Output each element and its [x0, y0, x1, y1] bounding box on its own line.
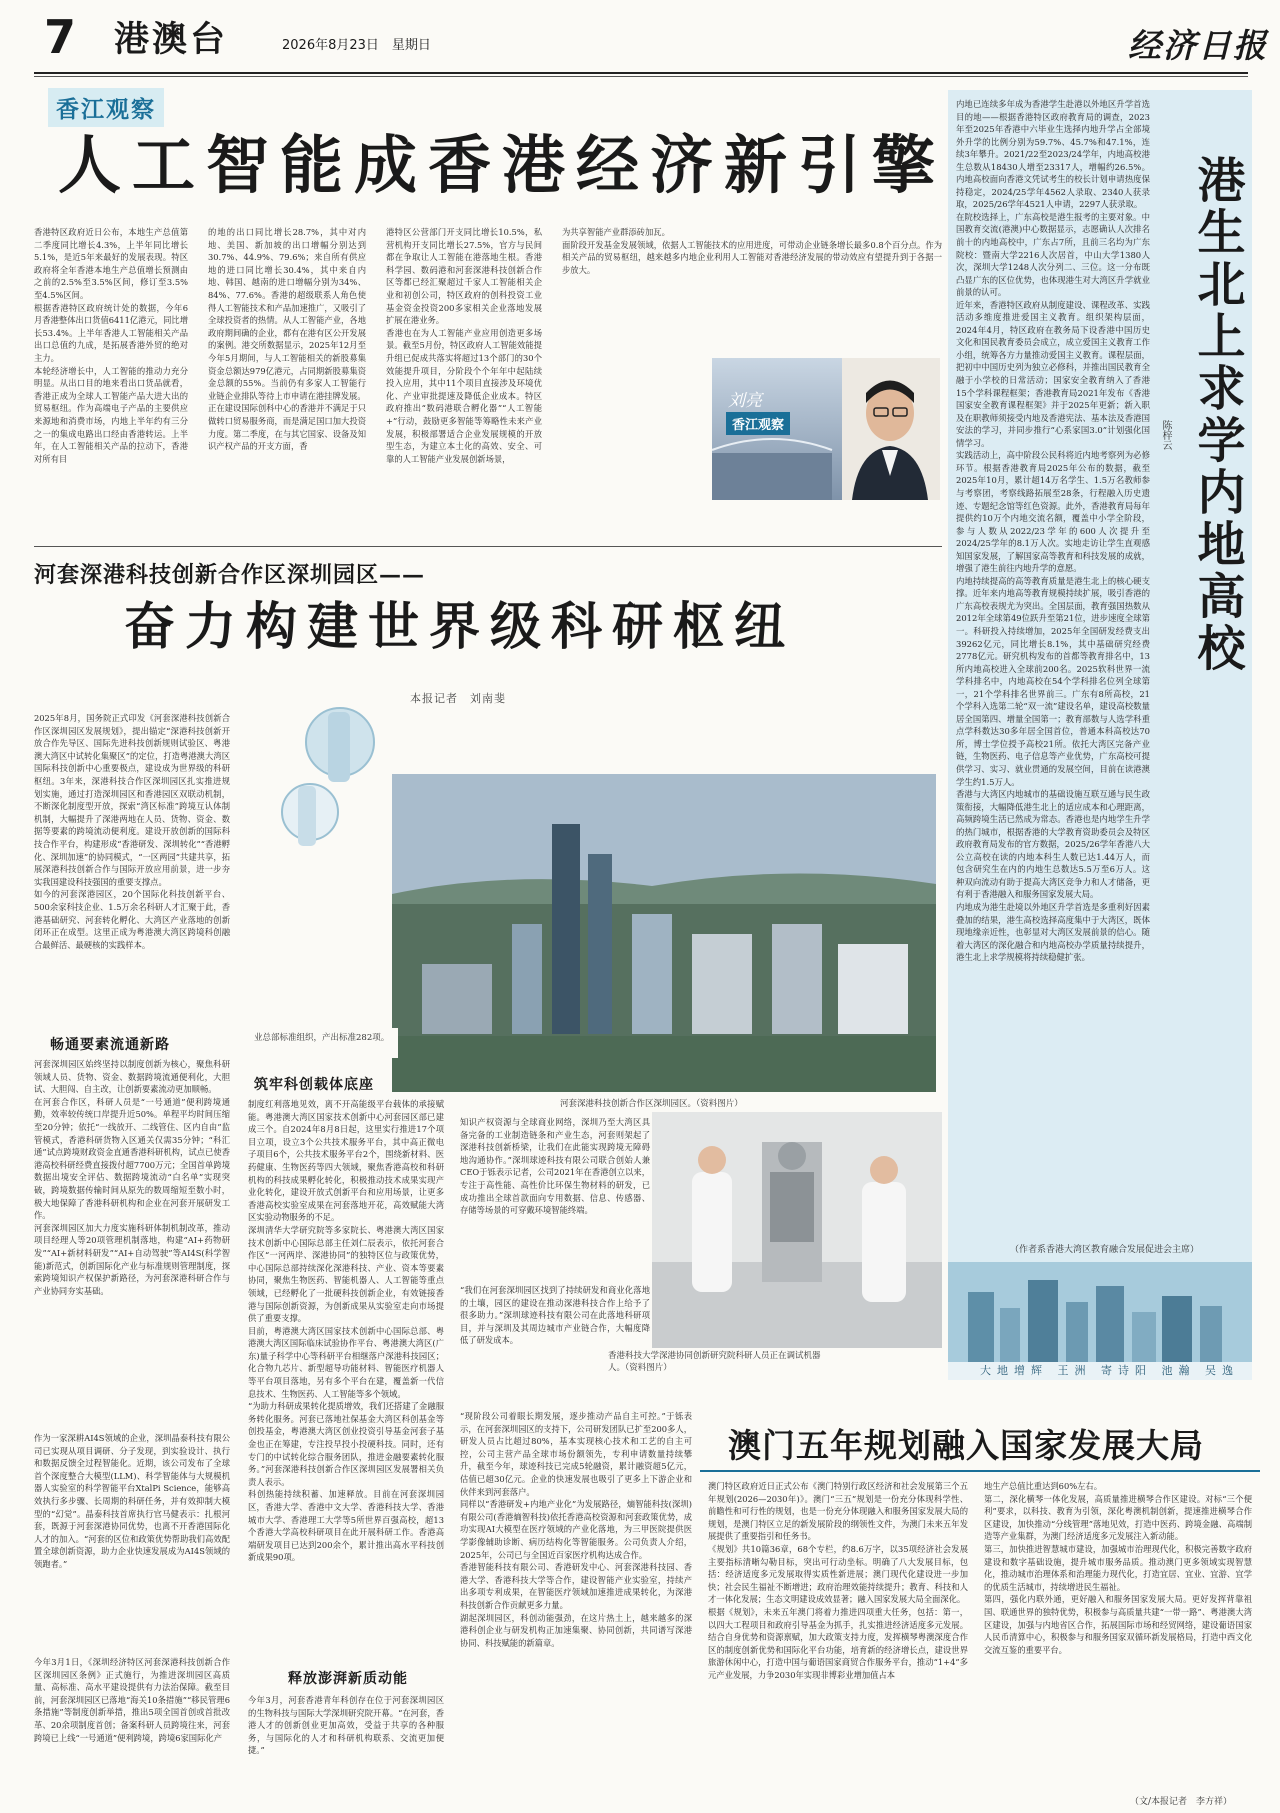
city-photo-art: [392, 774, 936, 1092]
headline-macau-plan: 澳门五年规划融入国家发展大局: [728, 1426, 1204, 1465]
story2-col3c: “现阶段公司着眼长期发展，逐步推动产品自主可控。”于铄表示，在河套深圳园区的支持下，公司研发团队已扩至200多人，研发人员占比超过80%，基本实现核心技术和工艺的自主可控，公司主营产品全球市场份额领先，专利申请数量持续攀升，截至今年，球迹科技已完成5轮融资，累计融资超5亿元，估值已超30亿元。企业的快速发展也吸引了更多上下游企业和伙伴来到河套落户。 同样以“香港研发+内地产业化”为发展路径，熵智能科技(深圳)有限公司(香港熵智科技)依托香港高校资源和河套政策优势，成功实现AI大模型在医疗领域的产业化落地，为三甲医院提供医学影像辅助诊断、病历结构化等智能服务。公司负责人介绍，2025年，公司已与全国近百家医疗机构达成合作。 香港智能科技有限公司、香港研发中心、河套深港科技园、香港大学、香港科技大学等合作，建设智能产业实验室，持续产出多项专利成果，在智能医疗领域加速推进成果转化，为深港科技创新合作贡献更多力量。 湖起深圳园区，科创动能强劲，在这片热土上，越来越多的深港科创企业与研发机构正加速集聚、协同创新，共同谱写深港协同、科技赋能的新篇章。: [460, 1411, 692, 1648]
story3-col2: 地生产总值比重达到60%左右。 第二，深化横琴一体化发展，高质量推进横琴合作区建设。对标“三个便利”要求，以科技、教育为引领，深化粤澳机制创新，提速推进横琴合作区建设，加快推动“分线管理”落地见效，打造中医药、跨境金融、高端制造等产业集群，为澳门经济适度多元发展注入新动能。 第三，加快推进智慧城市建设，加强城市治理现代化，积极完善数字政府建设和数字基础设施，提升城市服务品质。推动澳门更多领域实现智慧化，推动城市治理体系和治理能力现代化，打造宜居、宜业、宜游、宜学的优质生活城市，持续增进民生福祉。 第四，强化内联外通，更好融入和服务国家发展大局。更好发挥背靠祖国、联通世界的独特优势，积极参与高质量共建“一带一路”、粤港澳大湾区建设，加强与内地省区合作，拓展国际市场和经贸网络，建设葡语国家人民币清算中心，积极参与和服务国家双循环新发展格局，打造中西文化交流互鉴的重要平台。: [984, 1481, 1252, 1655]
macau-rule: [700, 1470, 1260, 1472]
main-photo-caption: 河套深港科技创新合作区深圳园区。（资料图片）: [560, 1099, 743, 1109]
story2-kicker: 河套深港科技创新合作区深圳园区——: [34, 562, 426, 588]
page-number: 7: [44, 10, 77, 64]
photo-cap-standards: 业总部标准组织，产出标准282项。: [254, 1033, 390, 1043]
paper-logo: 经济日报: [1128, 26, 1268, 65]
sidebar-banner: [948, 1262, 1252, 1380]
columnist-badge: 香江观察: [726, 412, 790, 435]
story2-col1c: 作为一家深耕AI4S领域的企业，深圳晶泰科技有限公司已实现从项目调研、分子发现，到实验设计、执行和数据反馈全过程智能化。近期，该公司发布了全球首个深度整合大模型(LLM)、科学智能体与大规模机器人实验室的科学智能平台XtalPi Science，能够高效执行多步骤、长周期的科研任务，并有效抑制大模型的“幻觉”。晶泰科技首席执行官马健表示：扎根河套，既源于河套深港协同优势，也离不开香港国际化人才的加入。“河套的区位和政策优势帮助我们高效配置全球创新资源，助力企业快速发展成为AI4S领域的领跑者。”: [34, 1433, 230, 1569]
subhead-platform: 筑牢科创载体底座: [254, 1077, 374, 1093]
story-divider: [34, 546, 942, 547]
story1-col3: 港特区公营部门开支同比增长10.5%，私营机构开支同比增长27.5%，官方与民间都在争取让人工智能在港落地生根。香港科学园、数码港和河套深港科技创新合作区等都已经汇聚超过千家人工智能相关企业和初创公司，特区政府的创科投资工业基金资金投资200多家相关企业落地发展扩展在港业务。 香港也在为人工智能产业应用创造更多场景。截至5月份，特区政府人工智能效能提升组已促成共落实将超过13个部门的30个效能提升项目，分阶段个个年年中起陆续投入应用，其中11个项目直接涉及环境优化、产业审批提速及降低企业成本。特区政府推出“数码港联合孵化器”“人工智能+”行动，鼓励更多智能等筹略性未来产业发展，积极部署适合企业发展规模的开放型生态，为建立本土化的高效、安全、可靠的人工智能产业发展创新场景，: [386, 227, 542, 464]
story2-col3a: 知识产权资源与全球商业网络，深圳乃至大湾区具备完备的工业制造链条和产业生态，河套则架起了深港科技创新桥梁，让我们在此能实现跨境无障碍地沟通协作。”深圳球迹科技有限公司联合创始人兼CEO于铄表示记者，公司2021年在香港创立以来，专注于高性能、高性价比环保生物材料的研发，已成功推出全球首款面向专用数据、信息、传感器、存储等场景的可穿戴环境智能终端。: [460, 1117, 650, 1216]
columnist-photo: [712, 358, 940, 500]
headline-research-hub: 奋力构建世界级科研枢纽: [124, 597, 796, 657]
subhead-new-momentum: 释放澎湃新质动能: [288, 1671, 408, 1687]
story2-col1d: 今年3月1日，《深圳经济特区河套深港科技创新合作区深圳园区条例》正式施行，为推进深圳园区高质量、高标准、高水平建设提供有力法治保障。截至目前，河套深圳园区已落地“海关10条措施”“移民管理6条措施”等制度创新举措，推出5项全国首创或首批改革、20余项制度首创；备案科研人员跨境往来，河套跨境已上线“一号通道”便利跨境，跨境6家国际化产: [34, 1657, 230, 1743]
story1-col1: 香港特区政府近日公布，本地生产总值第二季度同比增长4.3%，上半年同比增长5.1%，是近5年来最好的发展表现。特区政府将全年香港本地生产总值增长预测由之前的2.5%至3.5%区间，修订至3.5%至4.5%区间。 根据香港特区政府统计处的数据，今年6月香港整体出口货值6411亿港元，同比增长53.4%。上半年香港人工智能相关产品出口总值约九成，是拓展香港外贸的绝对主力。 本轮经济增长中，人工智能的推动力充分明显。从出口目的地来看出口货品就看，香港正成为全球人工智能产品大进大出的贸易枢纽。作为高端电子产品的主要供应来源地和消费市场，内地上半年约有三分之一的集成电路出口经由香港转运。上半年，在人工智能相关产品的拉动下，香港对所有目: [34, 227, 188, 464]
lab-photo: [652, 1112, 942, 1348]
story2-col2a: 制度红利落地见效，离不开高能级平台载体的承接赋能。粤港澳大湾区国家技术创新中心河套园区部已建成三个。自2024年8月8日起，这里实行推进17个项目立项，设立3个公共技术服务平台，其中高正微电子项目6个，公共技术服务平台2个，围绕新材料、医药健康、生物医药等四大领域，聚焦香港高校和科研机构的科技成果孵化转化，积极推动技术成果实现产业化转化，建设开放式创新平台和应用场景，让更多香港高校实验室成果在河套落地开花，高效赋能大湾区实验动物服务的不足。 深圳清华大学研究院等多家院长、粤港澳大湾区国家技术创新中心国际总部主任刘仁辰表示，依托河套合作区“一河两岸、深港协同”的独特区位与政策优势，中心国际总部持续深化深港科技、产业、资本等要素协同，聚焦生物医药、智能机器人、人工智能等重点领域，已经孵化了一批硬科技创新企业，有效链接香港与国际创新资源，为创新成果从实验室走向市场提供了重要支撑。 目前，粤港澳大湾区国家技术创新中心国际总部、粤港澳大湾区国际临床试验协作平台、粤港澳大湾区(广东)量子科学中心等科研平台相继落户深港科技园区；化合物九芯片、新型超导功能材料、智能医疗机器人等平台项目落地，另有多个平台在建，覆盖新一代信息技术、生物医药、人工智能等多个领域。 “为助力科研成果转化提质增效，我们还搭建了金融服务转化服务。河套已落地社保基金大湾区科创基金等创投基金，粤港澳大湾区创业投资引导基金河套子基金也正在筹建，专注投早投小投硬科技。同时，还有专门的中试转化综合服务团队，推进金融要素转化服务。”河套深港科技创新合作区深圳园区发展署相关负责人表示。 科创热能持续积蓄、加速释放。目前在河套深圳园区，香港大学、香港中文大学、香港科技大学、香港城市大学、香港理工大学等5所世界百强高校，超13个香港大学高校科研项目在此开展科研工作。香港高端研发项目已达到200余个，累计推出高水平科技创新成果90项。: [248, 1099, 444, 1563]
story1-col4: 为共享智能产业群添砖加瓦。 面阶段开发基金发展领域，依据人工智能技术的应用进度，可带动企业链条增长最多0.8个百分点。作为相关产品的贸易枢纽，越来越多内地企业利用人工智能对香港经济发展的带动效应有望提升到于各据一步放大。: [562, 227, 942, 275]
sidebar-body: 内地已连续多年成为香港学生赴港以外地区升学首选目的地——根据香港特区政府教育局的调查，2023年至2025年香港中六毕业生选择内地升学占全部境外升学的比例分别为59.7%、45.7%和47.1%，连续3年攀升。2021/22至2023/24学年，内地高校港生总数从18430人增至23317人，增幅约26.5%。内地高校面向香港文凭试考生的校长计划申请热度保持稳定，2024/25学年4562人录取、2340人获录取，2025/26学年4521人申请，2297人获录取。 在院校选择上，广东高校是港生报考的主要对象。中国教育交流(港澳)中心数据显示，志愿确认人次排名前十的内地高校中，广东占7所，且前三名均为广东院校：暨南大学2216人次居首，中山大学1380人次，深圳大学1248人次分列二、三位。这一分布既凸显广东的区位优势，也体现港生对大湾区升学就业前景的认可。 近年来，香港特区政府从制度建设、课程改革、实践活动多维度推进爱国主义教育。组织架构层面，2024年4月，特区政府在教务局下设香港中国历史文化和国民教育委员会成立，成立爱国主义教育工作小组，统筹各方力量推动爱国主义教育。课程层面，把初中中国历史列为独立必修科，并推出国民教育全融于小学校的日常活动；国家安全教育纳入了香港15个学科课程框架；香港教育局2021年发布《香港国家安全教育课程框架》并于2025年更新；新入职及在职教师须接受内地及香港宪法、基本法及香港国安法的学习，并同步推行“心系家国3.0”计划强化国情学习。 实践活动上，高中阶段公民科将近内地考察列为必修环节。根据香港教育局2025年公布的数据，截至2025年10月，累计超14万名学生、1.5万名教师参与考察团，考察线路拓展至28条，行程融入历史遗迹、专题纪念馆等红色资源。此外，香港教育局每年提供约10万个内地交流名额，覆盖中小学全阶段，参与人数从2022/23学年的600人次提升至2024/25学年的8.1万人次。实地走访让学生直观感知国家发展，了解国家高等教育和科技发展的成就，增强了港生前往内地升学的意愿。 内地持续提高的高等教育质量是港生北上的核心硬支撑。近年来内地高等教育规模持续扩展，吸引香港的广东高校表规尤为突出。全国层面，教育强国热数从2012年全球第49位跃升至第21位，进步速度全球第一。科研投入持续增加，2025年全国研发经费支出39262亿元，同比增长8.1%，其中基础研究经费2778亿元。研究机构发布的首都等教育排名中，13所内地高校进入全球前200名。2025软科世界一流学科排名中，内地高校在54个学科排名位列全球第一，21个学科排名世界前三。广东有8所高校，21个学科入选第二轮“双一流”建设名单，建设高校数量居全国第四、增量全国第一；教育部数与人选学科重点学科数达30多年居全国首位，普通本科高校达70所，博士学位授予高校21所。依托大湾区完备产业链，生物医药、电子信息等产业优势，广东高校可提供学习、实习、就业贯通的发展空间，目前在读港澳学生约1.5万人。 香港与大湾区内地城市的基础设施互联互通与民生政策衔接，大幅降低港生北上的适应成本和心理距离，高频跨境生活已然成为常态。香港也是内地学生升学的热门城市，根据香港的大学教育资助委员会及特区政府教育局发布的官方数据，2025/26学年香港八大公立高校在读的内地本科生人数已达1.44万人，而包含研究生在内的内地生总数达5.5万至6万人。这种双向流动有助于提高大湾区竞争力和人才储备，更有利于香港融入和服务国家发展大局。 内地成为港生赴境以外地区升学首选是多重利好因素叠加的结果，港生高校选择高度集中于大湾区，既体现地缘亲近性，也彰显对大湾区发展前景的信心。随着大湾区的深化融合和内地高校办学质量持续提升，港生北上求学规模将持续稳健扩张。: [956, 99, 1150, 963]
story2-byline: 本报记者 刘南斐: [410, 692, 506, 705]
subhead-factor-flow: 畅通要素流通新路: [50, 1037, 170, 1053]
issue-date: 2026年8月23日 星期日: [282, 38, 431, 53]
section-title: 港澳台: [114, 19, 229, 60]
story1-col2: 的地的出口同比增长28.7%，其中对内地、美国、新加坡的出口增幅分别达到30.7%、44.9%、79.6%；来自所有供应地的进口同比增长30.4%，其中来自内地、韩国、越南的进口增幅分别为34%、84%、77.6%。香港的超级联系人角色使得人工智能技术和产品加速推广，又吸引了全球投资者的热情。从人工智能产业，各地政府期间确的企业，都有在港有区公开发展的案例。港交所数据显示，2025年12月至今年5月期间，与人工智能相关的新股募集资金总额达979亿港元，占同期新股募集资金总额的55%。当前仍有多家人工智能行业链企业排队等待上市申请在港挂牌发展。 正在建设国际创科中心的香港并不满足于只做转口贸易服务商，而是满足国口加大投资力度。第二季度，在与其它国家、设备及知识产权产品的开支方面，香: [208, 227, 366, 452]
masthead-subrule: [34, 76, 1248, 77]
masthead-rule: [34, 72, 1248, 74]
sidebar-title: 港生北上求学内地高校: [1189, 155, 1245, 675]
story3-credit: （文/本报记者 李方祥）: [1130, 1797, 1233, 1807]
main-photo: [392, 774, 936, 1092]
story2-col3b: “我们在河套深圳园区找到了持续研发和商业化落地的土壤，园区的建设在推动深港科技合作上给予了很多助力。”深圳球迹科技有限公司在此落地科研项目，并与深圳及其周边城市产业链合作，大幅度降低了研发成本。: [460, 1285, 650, 1346]
story2-col1: 2025年8月，国务院正式印发《河套深港科技创新合作区深圳园区发展规划》，提出锚定“深港科技创新开放合作先导区、国际先进科技创新规则试验区、粤港澳大湾区中试转化集聚区”的定位，打造粤港澳大湾区国际科技创新中心重要极点，建设成为世界级的科研枢纽。3年来，深港科技合作区深圳园区扎实推进规划实施，通过打造深圳园区和香港园区双联动机制，不断深化制度型开放，探索“湾区标准”跨境互认体制机制，大幅提升了深港两地在人员、货物、资金、数据等要素的跨境流动便利度。建设开放创新的国际科技合作平台，构建形成“香港研发、深圳转化”“香港孵化、深圳加速”的协同模式，“一区两园”共建共享，拓展深港科技创新合作与国际开放应用前景，进一步夯实我国建设科技强国的重要支撑点。 如今的河套深港园区，20个国际化科技创新平台、500余家科技企业、1.5万余名科研人才汇聚于此，香港基础研究、河套转化孵化、大湾区产业落地的创新闭环正在成型。这里正成为粤港澳大湾区跨境科创融合最鲜活、最硬核的实践样本。: [34, 713, 230, 950]
story2-col1b: 河套深圳园区始终坚持以制度创新为核心，聚焦科研领域人员、货物、资金、数据跨境流通便利化，大胆试、大胆闯、自主改，让创新要素流动更加顺畅。 在河套合作区，科研人员是“一号通道”便利跨境通勤，效率较传统口岸提升近50%。单程平均时间压缩至20分钟；依托“一线放开、二线管住、区内自由”监管模式，香港科研货物入区通关仅需35分钟；“科汇通”试点跨境财政资金直通香港科研机构，试点已使香港高校科研经费直接拨付超7700万元；全国首单跨境数据出境安全评估、数据跨境流动“白名单”实现突破，跨境数据传输时间从原先的数周缩短至数小时，极大地保障了香港科研机构和企业在河套开展研发工作。 河套深圳园区加大力度实施科研体制机制改革，推动项目经理人等20项管理机制落地，构建“AI+药物研发”“AI+新材料研发”“AI+自动驾驶”等AI4S(科学智能)新范式，创新国际化产业与标准规则管理制度，探索跨境知识产权保护新路径，为河套深港科研合作与产业协同夯实基础。: [34, 1059, 230, 1296]
story2-col2b: 今年3月，河套香港青年科创存在位于河套深圳园区的生物科技与国际大学深圳研究院开幕。“在河套，香港人才的创新创业更加高效，受益于共享的各种服务，与国际化的人才和科研机构联系、交流更加便捷。”: [248, 1695, 444, 1756]
story3-col1: 澳门特区政府近日正式公布《澳门特别行政区经济和社会发展第三个五年规划(2026—2030年)》。澳门“三五”规划是一份充分体现科学性、前瞻性和可行性的规划，也是一份充分体现融入和服务国家发展大局的规划，是澳门特区立足的新发展阶段的纲领性文件，为澳门未来五年发展提供了重要指引和任务书。 《规划》共10篇36章，68个专栏，约8.6万字，以35项经济社会发展主要指标清晰勾勒目标，突出可行动坐标。明确了八大发展目标，包括：经济适度多元发展取得实质性新进展；澳门现代化建设进一步加快；社会民生福祉不断增进；政府治理效能持续提升；教育、科技和人才一体化发展；生态文明建设成效显著；融入国家发展大局全面深化。 根据《规划》，未来五年澳门将着力推进四项重大任务，包括：第一，以四大工程项目和政府引导基金为抓手，扎实推进经济适度多元发展。结合自身优势和资源禀赋，加大政策支持力度，发挥横琴粤澳深度合作区的制度创新优势和国际化平台功能，培育新的经济增长点，建设世界旅游休闲中心，打造中国与葡语国家商贸合作服务平台，推动“1+4”多元产业发展，力争2030年实现非博彩业增加值占本: [708, 1481, 968, 1680]
column-tag: 香江观察: [48, 88, 164, 127]
lab-photo-art: [652, 1112, 942, 1348]
banner-text: 大地增辉 王洲 寄诗阳 池瀚 吴逸: [980, 1364, 1239, 1377]
sidebar-author: 陈梓云: [1160, 420, 1171, 450]
lab-photo-caption: 香港科技大学深港协同创新研究院科研人员正在调试机器人。（资料图片）: [608, 1351, 821, 1373]
columnist-signature: 刘亮: [728, 391, 762, 411]
headline-ai-economy: 人工智能成香港经济新引擎: [58, 128, 946, 202]
decor-circles: [270, 702, 398, 872]
sidebar-footer: （作者系香港大湾区教育融合发展促进会主席）: [1010, 1245, 1200, 1255]
decor-circle-graphic: [270, 702, 398, 872]
